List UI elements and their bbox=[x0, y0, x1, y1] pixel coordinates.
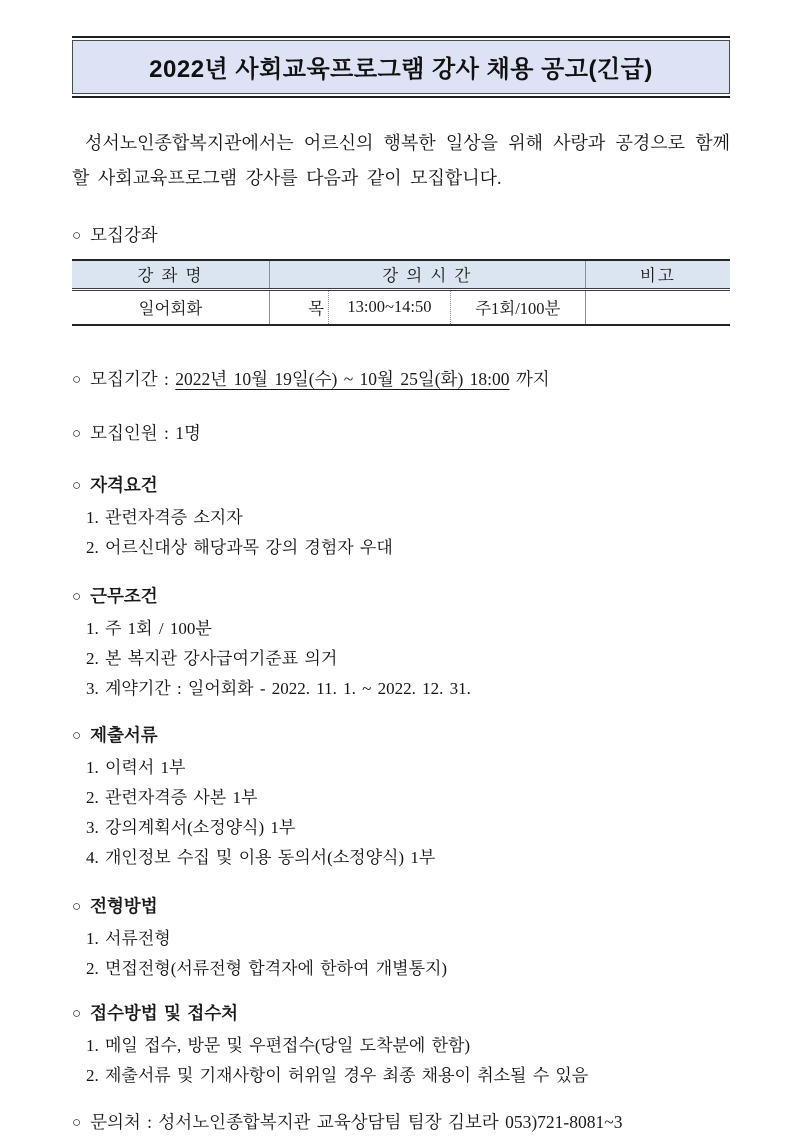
section-head-work-conditions bbox=[72, 583, 730, 611]
section-label: 모집인원 : 1명 bbox=[90, 423, 201, 443]
section-label: 근무조건 bbox=[90, 586, 158, 606]
circle-bullet-icon: ○ bbox=[72, 728, 82, 744]
course-table-data-row bbox=[72, 289, 730, 325]
list-item: 2. 제출서류 및 기재사항이 허위일 경우 최종 채용이 취소될 수 있음 bbox=[86, 1066, 589, 1085]
intro-paragraph: 성서노인종합복지관에서는 어르신의 행복한 일상을 위해 사랑과 공경으로 함께할 사회교육프로그램 강사를 다음과 같이 모집합니다. bbox=[72, 133, 730, 188]
list-item: 3. 강의계획서(소정양식) 1부 bbox=[86, 818, 296, 837]
circle-bullet-icon: ○ bbox=[72, 899, 82, 915]
course-table bbox=[72, 259, 730, 326]
course-table-header-row bbox=[72, 260, 730, 289]
cell-frequency: 주1회/100분 bbox=[450, 289, 585, 325]
section-head-recruit-course bbox=[72, 222, 730, 250]
section-head-documents bbox=[72, 722, 730, 750]
section-head-contact bbox=[72, 1109, 730, 1137]
section-label: 모집기간 : bbox=[90, 369, 169, 389]
recruit-period-text bbox=[90, 366, 550, 392]
contact-text: 문의처 : 성서노인종합복지관 교육상담팀 팀장 김보라 053)721-8081~3 bbox=[90, 1112, 623, 1132]
list-item: 2. 본 복지관 강사급여기준표 의거 bbox=[86, 649, 338, 668]
section-label: 모집강좌 bbox=[90, 225, 158, 245]
col-header-course-name: 강 좌 명 bbox=[72, 260, 269, 289]
list-item: 1. 관련자격증 소지자 bbox=[86, 508, 243, 527]
section-headcount bbox=[72, 420, 730, 448]
work-conditions-list bbox=[72, 614, 730, 704]
circle-bullet-icon: ○ bbox=[72, 1115, 82, 1131]
list-item: 2. 면접전형(서류전형 합격자에 한하여 개별통지) bbox=[86, 959, 448, 978]
section-recruit-course bbox=[72, 222, 730, 326]
cell-time: 13:00~14:50 bbox=[329, 289, 451, 325]
col-header-lecture-time: 강 의 시 간 bbox=[269, 260, 585, 289]
page-title: 2022년 사회교육프로그램 강사 채용 공고(긴급) bbox=[72, 40, 730, 94]
section-documents bbox=[72, 722, 730, 873]
section-work-conditions bbox=[72, 583, 730, 704]
section-head-qualifications bbox=[72, 472, 730, 500]
section-label: 자격요건 bbox=[90, 475, 158, 495]
section-head-recruit-period bbox=[72, 366, 730, 394]
section-label: 접수방법 및 접수처 bbox=[90, 1003, 239, 1023]
circle-bullet-icon: ○ bbox=[72, 228, 82, 244]
circle-bullet-icon: ○ bbox=[72, 426, 82, 442]
section-label: 제출서류 bbox=[90, 725, 158, 745]
cell-day: 목 bbox=[269, 289, 328, 325]
recruit-period-dates: 2022년 10월 19일(수) ~ 10월 25일(화) 18:00 bbox=[175, 369, 510, 389]
selection-method-list bbox=[72, 924, 730, 984]
application-method-list bbox=[72, 1031, 730, 1091]
title-banner bbox=[72, 36, 730, 98]
section-contact bbox=[72, 1109, 730, 1137]
list-item: 4. 개인정보 수집 및 이용 동의서(소정양식) 1부 bbox=[86, 848, 436, 867]
cell-course-name: 일어회화 bbox=[72, 289, 269, 325]
section-head-selection-method bbox=[72, 893, 730, 921]
list-item: 1. 서류전형 bbox=[86, 929, 171, 948]
circle-bullet-icon: ○ bbox=[72, 1006, 82, 1022]
list-item: 2. 관련자격증 사본 1부 bbox=[86, 788, 258, 807]
section-recruit-period bbox=[72, 366, 730, 394]
list-item: 1. 이력서 1부 bbox=[86, 758, 186, 777]
list-item: 3. 계약기간 : 일어회화 - 2022. 11. 1. ~ 2022. 12. 31. bbox=[86, 679, 471, 698]
circle-bullet-icon: ○ bbox=[72, 478, 82, 494]
circle-bullet-icon: ○ bbox=[72, 589, 82, 605]
col-header-note: 비고 bbox=[585, 260, 730, 289]
section-selection-method bbox=[72, 893, 730, 984]
section-qualifications bbox=[72, 472, 730, 563]
list-item: 1. 주 1회 / 100분 bbox=[86, 619, 212, 638]
qualifications-list bbox=[72, 503, 730, 563]
list-item: 2. 어르신대상 해당과목 강의 경험자 우대 bbox=[86, 538, 393, 557]
section-label: 전형방법 bbox=[90, 896, 158, 916]
section-application-method bbox=[72, 1000, 730, 1091]
cell-note bbox=[585, 289, 730, 325]
recruit-period-suffix: 까지 bbox=[515, 369, 550, 389]
list-item: 1. 메일 접수, 방문 및 우편접수(당일 도착분에 한함) bbox=[86, 1036, 471, 1055]
section-head-application-method bbox=[72, 1000, 730, 1028]
documents-list bbox=[72, 753, 730, 873]
section-head-headcount bbox=[72, 420, 730, 448]
circle-bullet-icon: ○ bbox=[72, 372, 82, 388]
